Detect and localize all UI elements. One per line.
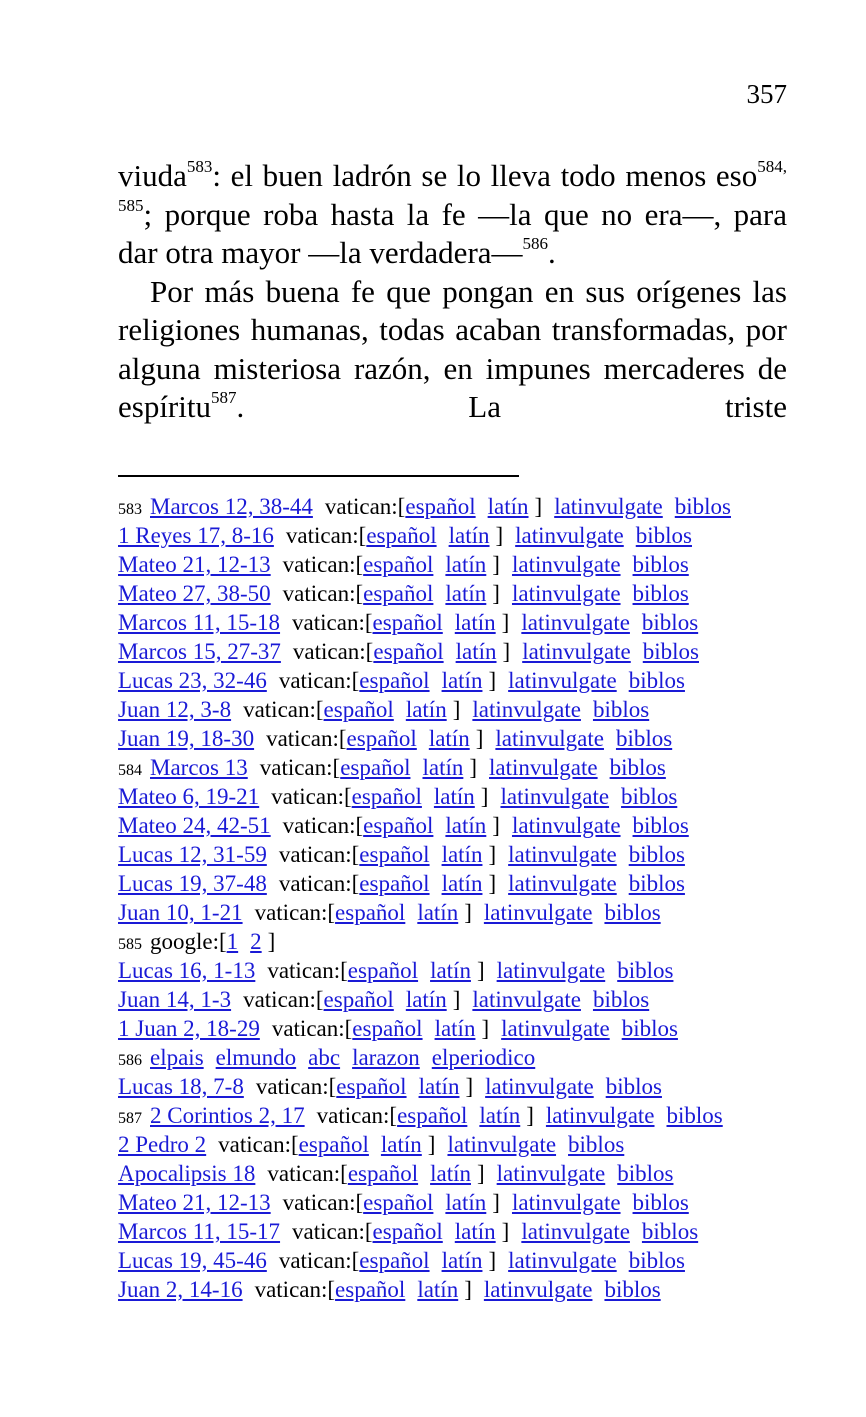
espanol-link[interactable]: español: [372, 610, 443, 635]
biblos-link[interactable]: biblos: [604, 900, 661, 925]
latin-link[interactable]: latín: [441, 871, 483, 896]
espanol-link[interactable]: español: [298, 1132, 369, 1157]
bracket-close: ]: [502, 639, 511, 664]
bracket-close: ]: [488, 668, 497, 693]
vatican-links: [267, 956, 484, 985]
vatican-label: vatican:[: [278, 871, 360, 896]
latin-link[interactable]: latín: [445, 581, 487, 606]
latin-link[interactable]: latín: [433, 784, 475, 809]
latinvulgate-link[interactable]: latinvulgate: [472, 697, 581, 722]
vatican-links: [267, 1159, 484, 1188]
vatican-label: vatican:[: [271, 1016, 353, 1041]
vatican-links: [317, 1101, 534, 1130]
latinvulgate-link[interactable]: latinvulgate: [485, 1074, 594, 1099]
news-link-elmundo[interactable]: elmundo: [215, 1045, 297, 1070]
latin-link[interactable]: latín: [448, 523, 490, 548]
vatican-label: vatican:[: [259, 755, 341, 780]
biblos-link[interactable]: biblos: [641, 610, 699, 635]
latinvulgate-link[interactable]: latinvulgate: [545, 1103, 655, 1128]
vatican-label: vatican:[: [243, 697, 324, 722]
latinvulgate-link[interactable]: latinvulgate: [522, 639, 631, 664]
bible-ref-link[interactable]: Apocalipsis 18: [118, 1161, 256, 1186]
footnote-line: [118, 1014, 788, 1043]
bracket-close: ]: [480, 784, 489, 809]
footnote-marker: 586: [522, 234, 549, 253]
latinvulgate-link[interactable]: latinvulgate: [508, 871, 617, 896]
footnote-line: [118, 550, 788, 579]
latin-link[interactable]: latín: [454, 1219, 496, 1244]
bible-ref-link[interactable]: Lucas 19, 37-48: [118, 871, 267, 896]
bracket-close: ]: [501, 1219, 510, 1244]
bible-ref-link[interactable]: 2 Pedro 2: [118, 1132, 207, 1157]
latinvulgate-link[interactable]: latinvulgate: [508, 842, 617, 867]
bracket-close: ]: [495, 523, 504, 548]
espanol-link[interactable]: español: [352, 1016, 423, 1041]
vatican-label: vatican:[: [278, 668, 360, 693]
biblos-link[interactable]: biblos: [642, 639, 699, 664]
latin-link[interactable]: latín: [441, 842, 483, 867]
footnote-line: [118, 811, 788, 840]
footnote-line: [118, 782, 788, 811]
bracket-close: ]: [469, 755, 478, 780]
footnote-line: 585 google:[1 2 ]: [118, 929, 276, 954]
vatican-label: vatican:[: [266, 726, 347, 751]
latinvulgate-link[interactable]: latinvulgate: [554, 494, 663, 519]
bracket-close: ]: [488, 842, 497, 867]
google-link-1[interactable]: 1: [226, 929, 239, 954]
espanol-link[interactable]: español: [405, 494, 476, 519]
news-link-elperiodico[interactable]: elperiodico: [431, 1045, 536, 1070]
bracket-close: ]: [452, 697, 461, 722]
biblos-link[interactable]: biblos: [609, 755, 666, 780]
vatican-label: vatican:[: [271, 784, 352, 809]
footnote-line: 584 Marcos 13 vatican:[español latín ] latinvulgate biblos: [118, 755, 666, 780]
bracket-close: ]: [488, 871, 497, 896]
latinvulgate-link[interactable]: latinvulgate: [489, 755, 598, 780]
vatican-links: [255, 898, 472, 927]
latin-link[interactable]: latín: [418, 1074, 460, 1099]
biblos-link[interactable]: biblos: [621, 1016, 678, 1041]
bracket-close: ]: [492, 813, 500, 838]
vatican-links: [283, 579, 500, 608]
latinvulgate-link[interactable]: latinvulgate: [521, 610, 630, 635]
bible-ref-link[interactable]: Juan 2, 14-16: [118, 1277, 243, 1302]
vatican-label: vatican:[: [282, 813, 364, 838]
latin-link[interactable]: latín: [441, 668, 483, 693]
bible-ref-link[interactable]: Marcos 13: [150, 755, 248, 780]
espanol-link[interactable]: español: [323, 987, 394, 1012]
latin-link[interactable]: latín: [422, 755, 464, 780]
bracket-close: ]: [534, 494, 543, 519]
bible-ref-link[interactable]: Marcos 15, 27-37: [118, 639, 281, 664]
vatican-label: vatican:[: [282, 552, 364, 577]
espanol-link[interactable]: español: [346, 726, 417, 751]
vatican-links: [243, 985, 460, 1014]
espanol-link[interactable]: español: [359, 668, 430, 693]
footnote-line: 587 2 Corintios 2, 17 vatican:[español latín ] latinvulgate biblos: [118, 1103, 723, 1128]
biblos-link[interactable]: biblos: [628, 1248, 685, 1273]
latinvulgate-link[interactable]: latinvulgate: [508, 668, 617, 693]
vatican-label: vatican:[: [267, 1161, 348, 1186]
vatican-links: [325, 492, 542, 521]
latinvulgate-link[interactable]: latinvulgate: [521, 1219, 630, 1244]
footnote-line: [118, 1188, 788, 1217]
footnote-line: [118, 898, 788, 927]
latinvulgate-link[interactable]: latinvulgate: [508, 1248, 617, 1273]
latin-link[interactable]: latín: [454, 610, 496, 635]
espanol-link[interactable]: español: [336, 1074, 407, 1099]
bible-ref-link[interactable]: Lucas 12, 31-59: [118, 842, 267, 867]
vatican-links: [271, 782, 488, 811]
latinvulgate-link[interactable]: latinvulgate: [501, 1016, 610, 1041]
bracket-close: ]: [452, 987, 461, 1012]
footnote-line: [118, 1246, 788, 1275]
paragraph-2: [118, 273, 787, 427]
bible-ref-link[interactable]: Lucas 23, 32-46: [118, 668, 267, 693]
latin-link[interactable]: latín: [445, 813, 487, 838]
footnote-line: [118, 1159, 788, 1188]
footnote-line: [118, 1217, 788, 1246]
biblos-link[interactable]: biblos: [628, 871, 685, 896]
vatican-label: vatican:[: [254, 1277, 336, 1302]
bracket-close: ]: [267, 929, 276, 954]
text-run: viuda: [118, 158, 187, 193]
latinvulgate-link[interactable]: latinvulgate: [483, 900, 593, 925]
espanol-link[interactable]: español: [323, 697, 394, 722]
text-run: . La triste: [236, 389, 787, 424]
latin-link[interactable]: latín: [441, 1248, 483, 1273]
biblos-link[interactable]: biblos: [604, 1277, 661, 1302]
latin-link[interactable]: latín: [455, 639, 497, 664]
espanol-link[interactable]: español: [363, 581, 434, 606]
footnote-line: [118, 695, 788, 724]
footnote-line: [118, 579, 788, 608]
page-number: 357: [746, 79, 787, 109]
espanol-link[interactable]: español: [397, 1103, 468, 1128]
latinvulgate-link[interactable]: latinvulgate: [496, 958, 606, 983]
vatican-links: [293, 637, 510, 666]
latinvulgate-link[interactable]: latinvulgate: [495, 726, 604, 751]
vatican-links: [279, 840, 496, 869]
bracket-close: ]: [492, 552, 500, 577]
vatican-links: [260, 753, 477, 782]
latinvulgate-link[interactable]: latinvulgate: [511, 1190, 621, 1215]
latin-link[interactable]: latín: [487, 494, 529, 519]
vatican-label: vatican:[: [282, 1190, 364, 1215]
biblos-link[interactable]: biblos: [632, 552, 689, 577]
bible-ref-link[interactable]: Marcos 11, 15-17: [118, 1219, 281, 1244]
bracket-close: ]: [427, 1132, 436, 1157]
biblos-link[interactable]: biblos: [592, 987, 650, 1012]
bible-ref-link[interactable]: 2 Corintios 2, 17: [150, 1103, 305, 1128]
vatican-label: vatican:[: [243, 987, 324, 1012]
footnote-line: [118, 666, 788, 695]
footnote-line: [118, 1072, 788, 1101]
footnote-line: 583 Marcos 12, 38-44 vatican:[español latín ] latinvulgate biblos: [118, 494, 731, 519]
vatican-label: vatican:[: [292, 639, 374, 664]
bible-ref-link[interactable]: Lucas 16, 1-13: [118, 958, 256, 983]
footnote-marker: 583: [186, 157, 213, 176]
bible-ref-link[interactable]: Marcos 12, 38-44: [150, 494, 313, 519]
google-links: [150, 927, 275, 956]
vatican-links: [283, 550, 500, 579]
bracket-close: ]: [488, 1248, 497, 1273]
vatican-label: vatican:[: [316, 1103, 398, 1128]
latinvulgate-link[interactable]: latinvulgate: [483, 1277, 593, 1302]
latinvulgate-link[interactable]: latinvulgate: [511, 813, 621, 838]
espanol-link[interactable]: español: [335, 1277, 406, 1302]
vatican-label: vatican:[: [278, 842, 360, 867]
bracket-close: ]: [464, 1277, 472, 1302]
footnote-line: [118, 1275, 788, 1304]
footnote-line: [118, 869, 788, 898]
footnote-line: [118, 608, 788, 637]
bracket-close: ]: [465, 1074, 474, 1099]
bracket-close: ]: [464, 900, 472, 925]
bible-ref-link[interactable]: Mateo 6, 19-21: [118, 784, 260, 809]
latinvulgate-link[interactable]: latinvulgate: [472, 987, 581, 1012]
bracket-close: ]: [475, 726, 484, 751]
bible-ref-link[interactable]: Mateo 21, 12-13: [118, 552, 271, 577]
bracket-close: ]: [476, 958, 485, 983]
vatican-links: [255, 1275, 472, 1304]
latin-link[interactable]: latín: [430, 1161, 471, 1186]
latin-link[interactable]: latín: [405, 697, 447, 722]
espanol-link[interactable]: español: [351, 784, 422, 809]
biblos-link[interactable]: biblos: [628, 668, 685, 693]
latin-link[interactable]: latín: [430, 958, 471, 983]
vatican-links: [243, 695, 460, 724]
espanol-link[interactable]: español: [335, 900, 406, 925]
latinvulgate-link[interactable]: latinvulgate: [496, 1161, 606, 1186]
bible-ref-link[interactable]: Lucas 18, 7-8: [118, 1074, 244, 1099]
vatican-links: [279, 666, 496, 695]
biblos-link[interactable]: biblos: [568, 1132, 625, 1157]
latin-link[interactable]: latín: [445, 552, 487, 577]
biblos-link[interactable]: biblos: [617, 1161, 674, 1186]
google-label: google:[: [150, 929, 227, 954]
vatican-label: vatican:[: [267, 958, 348, 983]
biblos-link[interactable]: biblos: [632, 581, 689, 606]
biblos-link[interactable]: biblos: [605, 1074, 662, 1099]
bible-ref-link[interactable]: Juan 14, 1-3: [118, 987, 232, 1012]
bible-ref-link[interactable]: Juan 10, 1-21: [118, 900, 243, 925]
bible-ref-link[interactable]: Juan 12, 3-8: [118, 697, 232, 722]
footnote-line: 586 elpais elmundo abc larazon elperiodico: [118, 1045, 536, 1070]
espanol-link[interactable]: español: [366, 523, 437, 548]
footnote-line: [118, 840, 788, 869]
latin-link[interactable]: latín: [417, 1277, 459, 1302]
footnote-divider: [118, 475, 519, 477]
vatican-label: vatican:[: [292, 1219, 373, 1244]
footnote-line: [118, 1130, 788, 1159]
text-run: .: [548, 235, 556, 270]
bible-ref-link[interactable]: Mateo 27, 38-50: [118, 581, 271, 606]
vatican-label: vatican:[: [324, 494, 406, 519]
latin-link[interactable]: latín: [380, 1132, 422, 1157]
biblos-link[interactable]: biblos: [628, 842, 685, 867]
bible-ref-link[interactable]: 1 Reyes 17, 8-16: [118, 523, 274, 548]
latin-link[interactable]: latín: [445, 1190, 487, 1215]
latinvulgate-link[interactable]: latinvulgate: [515, 523, 624, 548]
bible-ref-link[interactable]: Mateo 24, 42-51: [118, 813, 271, 838]
espanol-link[interactable]: español: [340, 755, 411, 780]
footnote-line: [118, 724, 788, 753]
biblos-link[interactable]: biblos: [592, 697, 650, 722]
text-run: : el buen ladrón se lo lleva todo menos eso: [212, 158, 758, 193]
footnote-line: [118, 637, 788, 666]
bible-ref-link[interactable]: Lucas 19, 45-46: [118, 1248, 267, 1273]
bracket-close: ]: [526, 1103, 534, 1128]
vatican-links: [283, 811, 500, 840]
paragraph-1: [118, 157, 787, 273]
footnote-line: [118, 956, 788, 985]
vatican-links: [218, 1130, 435, 1159]
biblos-link[interactable]: biblos: [635, 523, 692, 548]
bracket-close: ]: [501, 610, 510, 635]
biblos-link[interactable]: biblos: [621, 784, 678, 809]
body-text: [118, 157, 787, 427]
espanol-link[interactable]: español: [373, 639, 444, 664]
biblos-link[interactable]: biblos: [632, 813, 689, 838]
bible-ref-link[interactable]: 1 Juan 2, 18-29: [118, 1016, 260, 1041]
news-link-elpais[interactable]: elpais: [150, 1045, 204, 1070]
latin-link[interactable]: latín: [434, 1016, 476, 1041]
vatican-label: vatican:[: [255, 1074, 337, 1099]
google-link-2[interactable]: 2: [250, 929, 262, 954]
vatican-links: [256, 1072, 473, 1101]
espanol-link[interactable]: español: [363, 1190, 434, 1215]
espanol-link[interactable]: español: [359, 1248, 430, 1273]
vatican-links: [286, 521, 503, 550]
footnotes: [118, 492, 788, 1304]
biblos-link[interactable]: biblos: [617, 958, 674, 983]
text-run: ; porque roba hasta la fe —la que no era—, para dar otra mayor —la verdadera—: [118, 196, 787, 270]
bracket-close: ]: [492, 1190, 500, 1215]
espanol-link[interactable]: español: [359, 871, 430, 896]
vatican-label: vatican:[: [292, 610, 373, 635]
news-link-abc[interactable]: abc: [308, 1045, 341, 1070]
text-run: Por más buena fe que pongan en sus orígenes las religiones humanas, todas acaban transformadas, por alguna misteriosa razón, en impunes mercaderes de espíritu: [118, 273, 787, 424]
latin-link[interactable]: latín: [417, 900, 459, 925]
news-link-larazon[interactable]: larazon: [352, 1045, 420, 1070]
biblos-link[interactable]: biblos: [632, 1190, 689, 1215]
vatican-label: vatican:[: [254, 900, 336, 925]
biblos-link[interactable]: biblos: [615, 726, 673, 751]
espanol-link[interactable]: español: [363, 552, 434, 577]
espanol-link[interactable]: español: [347, 958, 419, 983]
vatican-links: [279, 869, 496, 898]
espanol-link[interactable]: español: [363, 813, 434, 838]
bible-ref-link[interactable]: Juan 19, 18-30: [118, 726, 255, 751]
biblos-link[interactable]: biblos: [641, 1219, 699, 1244]
bible-ref-link[interactable]: Marcos 11, 15-18: [118, 610, 281, 635]
bracket-close: ]: [476, 1161, 485, 1186]
vatican-label: vatican:[: [285, 523, 367, 548]
biblos-link[interactable]: biblos: [666, 1103, 723, 1128]
biblos-link[interactable]: biblos: [674, 494, 731, 519]
vatican-links: [266, 724, 483, 753]
vatican-label: vatican:[: [218, 1132, 299, 1157]
bracket-close: ]: [481, 1016, 490, 1041]
vatican-links: [283, 1188, 500, 1217]
bible-ref-link[interactable]: Mateo 21, 12-13: [118, 1190, 271, 1215]
footnote-line: [118, 985, 788, 1014]
footnote-marker: 584, 585: [118, 157, 787, 215]
vatican-links: [279, 1246, 496, 1275]
vatican-label: vatican:[: [282, 581, 364, 606]
latin-link[interactable]: latín: [405, 987, 447, 1012]
latinvulgate-link[interactable]: latinvulgate: [511, 552, 621, 577]
latinvulgate-link[interactable]: latinvulgate: [500, 784, 610, 809]
vatican-label: vatican:[: [278, 1248, 360, 1273]
latinvulgate-link[interactable]: latinvulgate: [447, 1132, 557, 1157]
vatican-links: [292, 608, 509, 637]
espanol-link[interactable]: español: [372, 1219, 443, 1244]
espanol-link[interactable]: español: [347, 1161, 419, 1186]
latinvulgate-link[interactable]: latinvulgate: [511, 581, 621, 606]
vatican-links: [292, 1217, 509, 1246]
footnote-marker: 587: [211, 388, 237, 407]
footnote-line: [118, 521, 788, 550]
latin-link[interactable]: latín: [479, 1103, 521, 1128]
vatican-links: [272, 1014, 489, 1043]
bracket-close: ]: [492, 581, 500, 606]
espanol-link[interactable]: español: [359, 842, 430, 867]
latin-link[interactable]: latín: [428, 726, 470, 751]
